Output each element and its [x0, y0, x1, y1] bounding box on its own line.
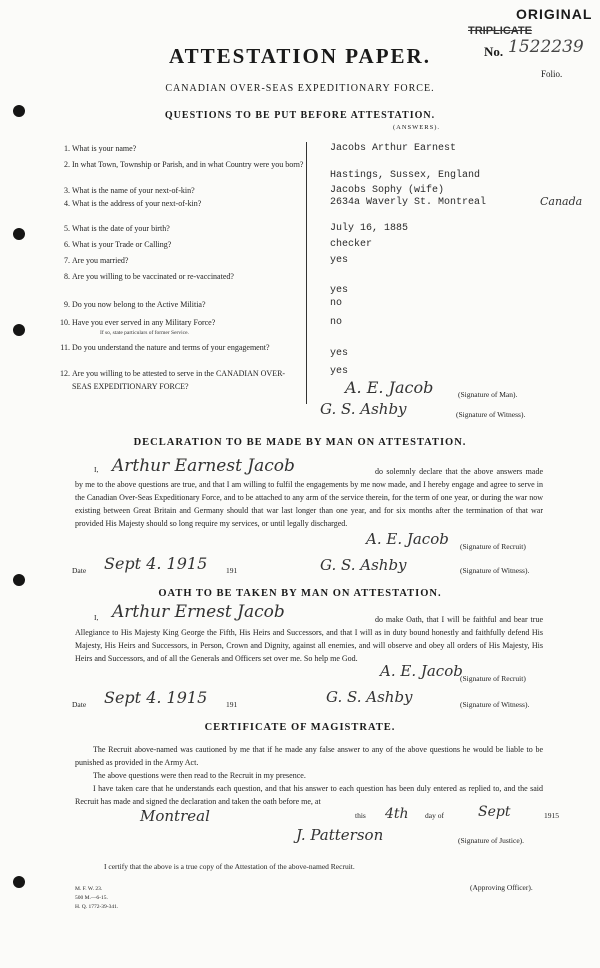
certificate-para2: The above questions were then read to the Recruit in my presence.	[93, 771, 306, 780]
declaration-date-label: Date	[72, 566, 87, 575]
certificate-place: Montreal	[140, 807, 210, 825]
answer-kin-address-extra: Canada	[540, 195, 583, 208]
punch-hole	[13, 228, 25, 240]
oath-recruit-label: (Signature of Recruit)	[460, 674, 526, 683]
page-title: ATTESTATION PAPER.	[169, 44, 431, 68]
question-text: In what Town, Township or Parish, and in what Country were you born?	[72, 160, 304, 169]
original-stamp: ORIGINAL	[516, 6, 593, 22]
no-label: No.	[484, 44, 504, 59]
oath-year-prefix: 191	[226, 700, 238, 709]
punch-hole	[13, 324, 25, 336]
question-text: Have you ever served in any Military Force?	[72, 318, 216, 327]
question-text: Are you married?	[72, 256, 129, 265]
certificate-year: 1915	[544, 811, 559, 820]
answer-vaccinated: yes	[330, 285, 349, 296]
folio-label: Folio.	[541, 69, 563, 79]
certificate-day-of-label: day of	[425, 811, 444, 820]
declaration-i-label: I,	[94, 465, 99, 474]
certify-text: I certify that the above is a true copy of the Attestation of the above-named Recruit.	[104, 862, 355, 871]
certificate-para1: The Recruit above-named was cautioned by me that if he made any false answer to any of the above questions he would be liable to be punished as provided in the Army Act.	[75, 745, 543, 767]
answer-willing-attested: yes	[330, 366, 349, 377]
oath-witness-signature: G. S. Ashby	[326, 688, 413, 706]
declaration-heading: DECLARATION TO BE MADE BY MAN ON ATTESTATION.	[133, 437, 467, 448]
declaration-witness-signature: G. S. Ashby	[320, 556, 407, 574]
question-note: If so, state particulars of former Service.	[100, 330, 189, 336]
question-row: 4. What is the address of your next-of-kin?	[64, 199, 202, 208]
triplicate-stamp: TRIPLICATE	[468, 25, 532, 37]
form-code-3: H. Q. 1772-39-341.	[75, 904, 119, 910]
answer-militia: no	[330, 298, 343, 309]
declaration-date: Sept 4. 1915	[104, 554, 208, 573]
question-text: Are you willing to be attested to serve in the CANADIAN OVER-SEAS EXPEDITIONARY FORCE?	[72, 369, 286, 391]
oath-recruit-signature: A. E. Jacob	[380, 662, 463, 680]
declaration-name: Arthur Earnest Jacob	[112, 456, 295, 476]
declaration-year-prefix: 191	[226, 566, 238, 575]
approving-officer-label: (Approving Officer).	[470, 883, 533, 892]
certificate-para3: I have taken care that he understands each question, and that his answer to each question has been duly entered as replied to, and the said Recruit has made and signed the declaration and taken the oath before me, at	[75, 784, 543, 806]
question-text: What is your name?	[72, 144, 137, 153]
declaration-recruit-label: (Signature of Recruit)	[460, 542, 526, 551]
form-code-1: M. F. W. 23.	[75, 886, 103, 892]
punch-hole	[13, 574, 25, 586]
answers-bracket	[306, 142, 307, 404]
question-row: 5. What is the date of your birth?	[64, 224, 170, 233]
question-row: 9. Do you now belong to the Active Militia?	[64, 300, 206, 309]
justice-signature: J. Patterson	[296, 826, 384, 844]
answer-next-of-kin: Jacobs Sophy (wife)	[330, 185, 445, 196]
answers-label: (ANSWERS).	[393, 124, 441, 131]
answer-trade: checker	[330, 239, 373, 250]
answer-name: Jacobs Arthur Earnest	[330, 143, 457, 154]
witness-signature-top: G. S. Ashby	[320, 400, 407, 418]
oath-date-label: Date	[72, 700, 87, 709]
questions-heading: QUESTIONS TO BE PUT BEFORE ATTESTATION.	[164, 110, 436, 121]
oath-name: Arthur Ernest Jacob	[112, 602, 285, 622]
question-row: 12. Are you willing to be attested to serve in the CANADIAN OVER-SEAS EXPEDITIONARY FORCE?	[60, 369, 286, 391]
oath-heading: OATH TO BE TAKEN BY MAN ON ATTESTATION.	[158, 588, 442, 599]
punch-hole	[13, 876, 25, 888]
oath-witness-label: (Signature of Witness).	[460, 700, 530, 709]
regimental-number: 1522239	[508, 37, 584, 57]
question-text: What is the name of your next-of-kin?	[72, 186, 195, 195]
answer-married: yes	[330, 255, 349, 266]
question-text: Are you willing to be vaccinated or re-vaccinated?	[72, 272, 234, 281]
question-text: What is your Trade or Calling?	[72, 240, 172, 249]
question-row: 6. What is your Trade or Calling?	[64, 240, 172, 249]
page-subtitle: CANADIAN OVER-SEAS EXPEDITIONARY FORCE.	[165, 83, 435, 94]
answer-kin-address: 2634a Waverly St. Montreal	[330, 197, 487, 208]
question-row: 7. Are you married?	[64, 256, 129, 265]
oath-text: do make Oath, that I will be faithful and bear true Allegiance to His Majesty King George the Fifth, His Heirs and Successors, and that I will as in duty bound honestly and faithfully defend His Majesty, His Heirs and Successors, in Person, Crown and Dignity, against all enemies, and will observe and obey all orders of His Majesty, His Heirs and Successors, and of all the Generals and Officers set over me. So help me God.	[75, 615, 543, 663]
question-row: 10. Have you ever served in any Military Force?	[60, 318, 216, 327]
answer-birth-date: July 16, 1885	[330, 223, 409, 234]
question-text: Do you understand the nature and terms of your engagement?	[72, 343, 270, 352]
declaration-witness-label: (Signature of Witness).	[460, 566, 530, 575]
question-row: 3. What is the name of your next-of-kin?	[64, 186, 195, 195]
answer-understand-terms: yes	[330, 348, 349, 359]
man-signature: A. E. Jacob	[345, 378, 434, 397]
form-code-2: 500 M.—6-15.	[75, 895, 108, 901]
oath-date: Sept 4. 1915	[104, 688, 208, 707]
witness-signature-label-top: (Signature of Witness).	[456, 410, 526, 419]
answer-birthplace: Hastings, Sussex, England	[330, 170, 481, 181]
declaration-text: do solemnly declare that the above answers made by me to the above questions are true, and that I am willing to fulfil the engagements by me now made, and I hereby engage and agree to serve in the Canadian Over-Seas Expeditionary Force, and to be attached to any arm of the service therein, for the term of one year, or during the war now existing between Great Britain and Germany should that war last longer than one year, and for six months after the termination of that war provided His Majesty should so long require my services, or until legally discharged.	[75, 467, 543, 528]
certificate-heading: CERTIFICATE OF MAGISTRATE.	[204, 722, 396, 733]
certificate-month: Sept	[478, 804, 511, 820]
question-row: 1. What is your name?	[64, 144, 137, 153]
question-text: What is the address of your next-of-kin?	[72, 199, 202, 208]
question-row: 2. In what Town, Township or Parish, and in what Country were you born?	[64, 160, 304, 169]
oath-i-label: I,	[94, 613, 99, 622]
man-signature-label: (Signature of Man).	[458, 390, 518, 399]
answer-military-service: no	[330, 317, 343, 328]
question-row: 8. Are you willing to be vaccinated or re-vaccinated?	[64, 272, 234, 281]
question-row: 11. Do you understand the nature and terms of your engagement?	[60, 343, 270, 352]
question-text: What is the date of your birth?	[72, 224, 170, 233]
certificate-day: 4th	[385, 806, 409, 822]
declaration-recruit-signature: A. E. Jacob	[366, 530, 449, 548]
justice-signature-label: (Signature of Justice).	[458, 836, 525, 845]
question-text: Do you now belong to the Active Militia?	[72, 300, 206, 309]
certificate-this-label: this	[355, 811, 366, 820]
